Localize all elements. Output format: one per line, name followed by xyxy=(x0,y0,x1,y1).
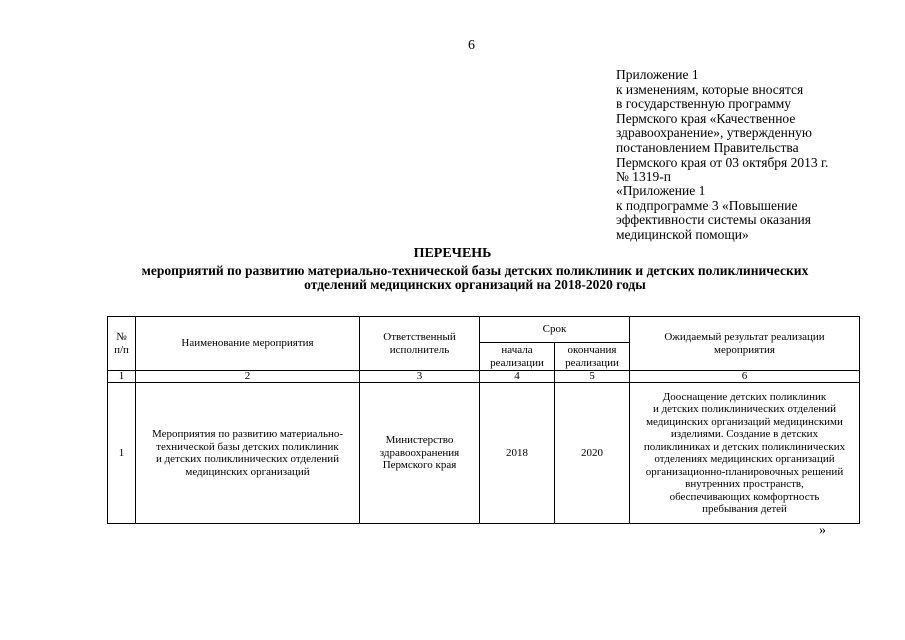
appendix-line: в государственную программу xyxy=(616,96,792,112)
subtitle-line: отделений медицинских организаций на 2018-2020 годы xyxy=(304,277,646,292)
subtitle-line: мероприятий по развитию материально-технической базы детских поликлиник и детских поликлинических xyxy=(141,263,809,278)
column-number: 6 xyxy=(630,371,860,383)
column-number: 1 xyxy=(108,371,136,383)
document-subtitle xyxy=(90,264,860,292)
header-start: начала реализации xyxy=(480,343,555,371)
table-header-row xyxy=(108,317,860,343)
header-term: Срок xyxy=(480,317,630,343)
row-start-year: 2018 xyxy=(480,383,555,524)
appendix-line: «Приложение 1 xyxy=(616,183,706,198)
subprogram-appendix-block xyxy=(616,184,876,242)
header-name: Наименование мероприятия xyxy=(136,317,360,371)
header-result: Ожидаемый результат реализации мероприятия xyxy=(630,317,860,371)
appendix-line: эффективности системы оказания xyxy=(616,212,811,228)
appendix-line: здравоохранение», утвержденную xyxy=(616,125,812,141)
row-name: Мероприятия по развитию материально- технической базы детских поликлиник и детских поликлинических отделений медицинских организаций xyxy=(136,383,360,524)
column-number-row xyxy=(108,371,860,383)
row-executor: Министерство здравоохранения Пермского края xyxy=(360,383,480,524)
row-num: 1 xyxy=(108,383,136,524)
appendix-line: Приложение 1 xyxy=(616,67,699,82)
appendix-line: медицинской помощи» xyxy=(616,226,749,242)
column-number: 3 xyxy=(360,371,480,383)
appendix-line: Пермского края от 03 октября 2013 г. xyxy=(616,154,829,170)
measures-table xyxy=(107,316,860,524)
appendix-line: к подпрограмме 3 «Повышение xyxy=(616,197,798,213)
page-number: 6 xyxy=(468,38,475,53)
header-end: окончания реализации xyxy=(555,343,630,371)
row-result: Дооснащение детских поликлиник и детских поликлинических отделений медицинских организаций медицинскими изделиями. Создание в детских поликлиниках и детских поликлинических отделениях медицинских организаций организационно-планировочных решений внутренних пространств, обеспечивающих комфортность пребывания детей xyxy=(630,383,860,524)
appendix-line: № 1319-п xyxy=(616,169,671,185)
appendix-line: постановлением Правительства xyxy=(616,139,799,155)
appendix-block xyxy=(616,68,876,185)
column-number: 2 xyxy=(136,371,360,383)
column-number: 4 xyxy=(480,371,555,383)
closing-quote: » xyxy=(819,523,826,538)
header-executor: Ответственный исполнитель xyxy=(360,317,480,371)
header-num: № п/п xyxy=(108,317,136,371)
column-number: 5 xyxy=(555,371,630,383)
document-title: ПЕРЕЧЕНЬ xyxy=(413,246,492,261)
table-row xyxy=(108,383,860,524)
appendix-line: к изменениям, которые вносятся xyxy=(616,81,804,97)
row-end-year: 2020 xyxy=(555,383,630,524)
appendix-line: Пермского края «Качественное xyxy=(616,110,796,126)
